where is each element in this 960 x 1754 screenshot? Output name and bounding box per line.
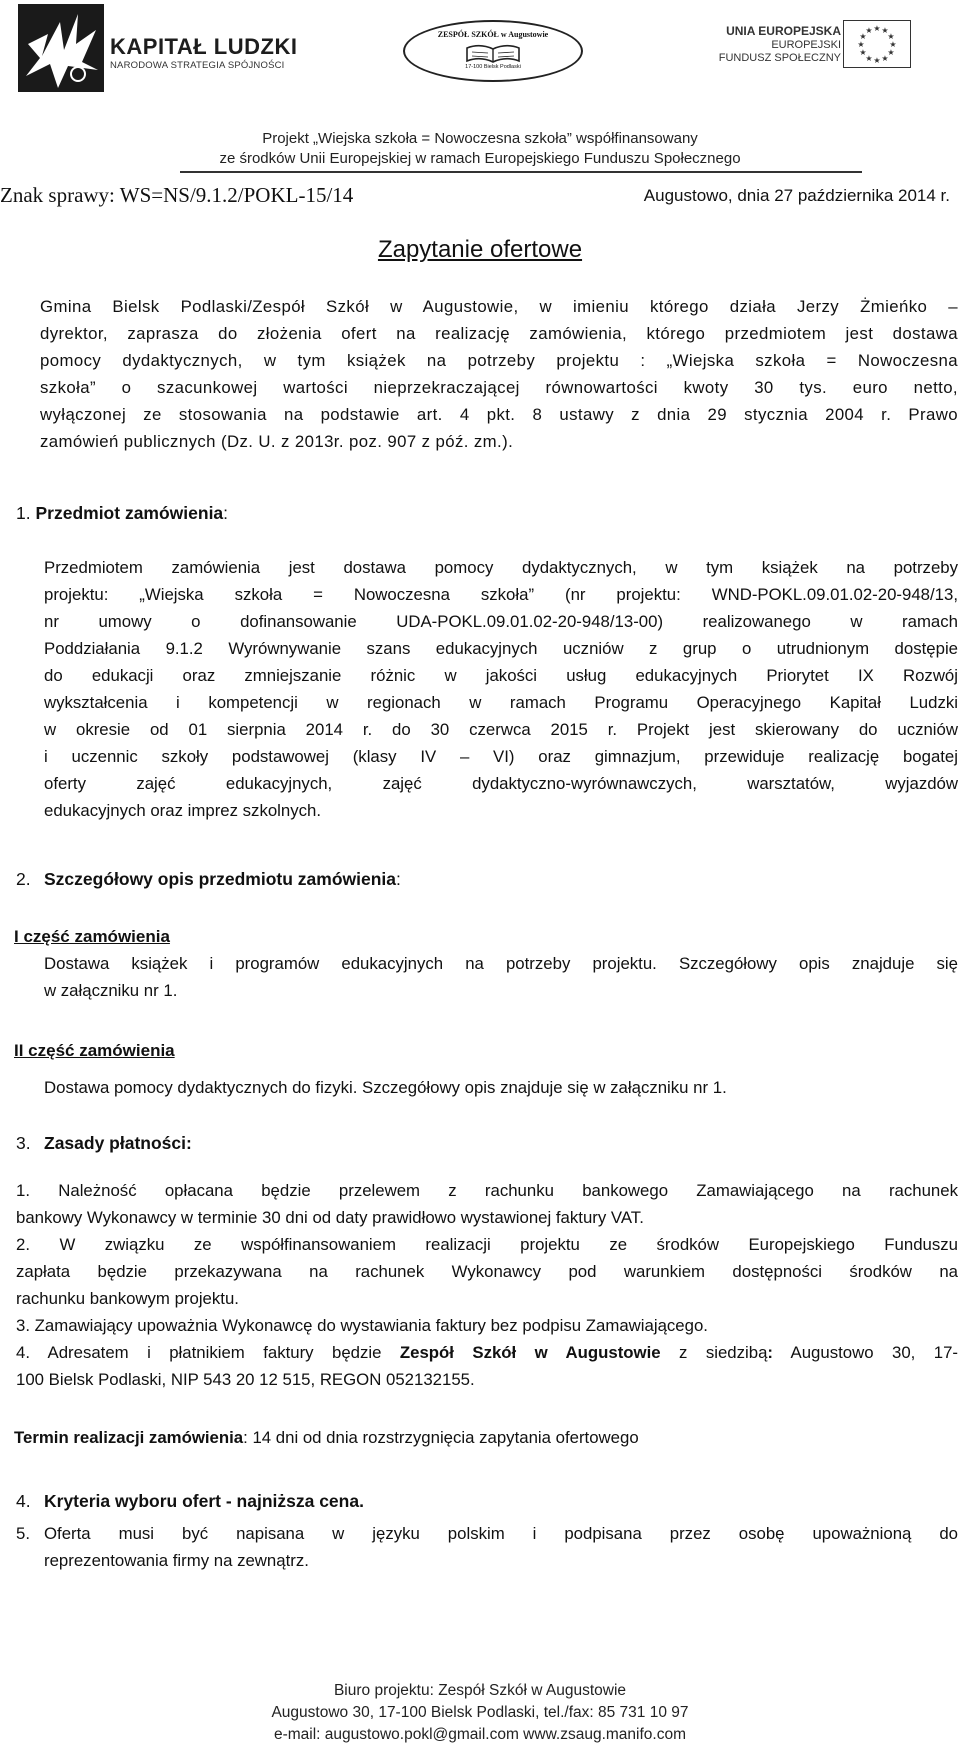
project-line-2: ze środków Unii Europejskiej w ramach Europejskiego Funduszu Społecznego [219, 150, 741, 167]
payment-1-line: bankowy Wykonawcy w terminie 30 dni od daty prawidłowo wystawionej faktury VAT. [16, 1208, 644, 1227]
case-number: Znak sprawy: WS=NS/9.1.2/POKL-15/14 [0, 183, 354, 207]
deadline-line [14, 1424, 639, 1451]
payment-4-prefix: 4. Adresatem i płatnikiem faktury będzie [16, 1343, 382, 1362]
section-2-heading [16, 869, 401, 890]
section-1-line: nr umowy o dofinansowanie UDA-POKL.09.01.02-20-948/13-00) realizowanego w ramach [44, 612, 958, 631]
part-1-title [14, 927, 170, 947]
seal-address: 17-100 Bielsk Podlaski [465, 64, 521, 70]
section-5-line-1: Oferta musi być napisana w języku polskim i podpisana przez osobę upoważnioną do [44, 1524, 958, 1543]
footer-line-3: e-mail: augustowo.pokl@gmail.com www.zsaug.manifo.com [273, 1726, 686, 1743]
section-5 [16, 1520, 958, 1574]
payment-2-line: rachunku bankowym projektu. [16, 1289, 239, 1308]
section-5-number: 5. [16, 1524, 30, 1543]
svg-text:★: ★ [859, 32, 867, 41]
document-date: Augustowo, dnia 27 października 2014 r. [643, 186, 950, 205]
intro-line: pomocy dydaktycznych, w tym książek na potrzeby projektu : „Wiejska szkoła = Nowoczesna [40, 351, 958, 370]
eu-line-1: UNIA EUROPEJSKA [726, 24, 841, 38]
svg-text:★: ★ [881, 54, 889, 63]
payment-4-colon: : [767, 1343, 774, 1362]
eu-line-2: EUROPEJSKI [771, 39, 841, 51]
section-1-title: Przedmiot zamówienia [35, 503, 224, 523]
part-1-line: Dostawa książek i programów edukacyjnych na potrzeby projektu. Szczegółowy opis znajduje się [44, 954, 958, 973]
section-1-line: do edukacji oraz zmniejszanie różnic w jakości usług edukacyjnych Priorytet IX Rozwój [44, 666, 958, 685]
section-3-number: 3. [16, 1133, 31, 1153]
payment-point-2 [16, 1231, 958, 1312]
section-4-number: 4. [16, 1491, 31, 1511]
kl-logo-title: KAPITAŁ LUDZKI [110, 34, 298, 59]
part-2-title-text: II część zamówienia [14, 1041, 175, 1060]
part-1-title-text: I część zamówienia [14, 927, 170, 946]
svg-text:★: ★ [873, 24, 881, 33]
svg-text:★: ★ [889, 40, 897, 49]
section-1-colon: : [223, 503, 229, 523]
footer [230, 1680, 730, 1746]
intro-paragraph [40, 293, 958, 455]
section-2-title: Szczegółowy opis przedmiotu zamówienia [44, 869, 396, 889]
footer-line-2: Augustowo 30, 17-100 Bielsk Podlaski, tel./fax: 85 731 10 97 [271, 1704, 689, 1721]
seal-school-name: ZESPÓŁ SZKÓŁ w Augustowie [437, 30, 549, 39]
section-1-line: Przedmiotem zamówienia jest dostawa pomocy dydaktycznych, w tym książek na potrzeby [44, 558, 958, 577]
section-1-body [44, 554, 958, 824]
section-1-line: oferty zajęć edukacyjnych, zajęć dydaktyczno-wyrównawczych, warsztatów, wyjazdów [44, 774, 958, 793]
section-1-line: projektu: „Wiejska szkoła = Nowoczesna szkoła” (nr projektu: WND-POKL.09.01.02-20-948/13, [44, 585, 958, 604]
part-1-line: w załączniku nr 1. [44, 981, 178, 1000]
project-line-1: Projekt „Wiejska szkoła = Nowoczesna szkoła” współfinansowany [262, 130, 698, 147]
deadline-label: Termin realizacji zamówienia [14, 1428, 244, 1447]
eu-flag-icon [843, 20, 911, 68]
payment-4-line-2: 100 Bielsk Podlaski, NIP 543 20 12 515, REGON 052132155. [16, 1370, 475, 1389]
intro-line: wyłączonej ze stosowania na podstawie art. 4 pkt. 8 ustawy z dnia 29 stycznia 2004 r. Prawo [40, 405, 958, 424]
payment-2-line: zapłata będzie przekazywana na rachunek Wykonawcy pod warunkiem dostępności środków na [16, 1262, 958, 1281]
eu-logo-text [685, 24, 841, 65]
intro-line: dyrektor, zaprasza do złożenia ofert na realizację zamówienia, którego przedmiotem jest dostawa [40, 324, 958, 343]
kl-logo-subtitle: NARODOWA STRATEGIA SPÓJNOŚCI [110, 60, 285, 71]
svg-text:★: ★ [887, 48, 895, 57]
section-1-line: i uczennic szkoły podstawowej (klasy IV – VI) oraz gimnazjum, przewiduje realizację bogatej [44, 747, 958, 766]
kapital-ludzki-logo [18, 4, 308, 92]
section-1-number: 1. [16, 503, 31, 523]
payment-2-line: 2. W związku ze współfinansowaniem realizacji projektu ze środków Europejskiego Funduszu [16, 1235, 958, 1254]
intro-line: zamówień publicznych (Dz. U. z 2013r. poz. 907 z póź. zm.). [40, 432, 514, 451]
section-1-line: edukacyjnych oraz imprez szkolnych. [44, 801, 322, 820]
payment-point-3: 3. Zamawiający upoważnia Wykonawcę do wystawiania faktury bez podpisu Zamawiającego. [16, 1316, 708, 1335]
section-4-text: Kryteria wyboru ofert - najniższa cena. [44, 1491, 364, 1511]
eu-line-3: FUNDUSZ SPOŁECZNY [718, 52, 841, 64]
project-banner [120, 129, 840, 169]
section-1-line: wykształcenia i kompetencji w regionach w ramach Programu Operacyjnego Kapitał Ludzki [44, 693, 958, 712]
section-1-heading [16, 503, 228, 524]
section-3-heading [16, 1133, 192, 1154]
part-2-title [14, 1041, 175, 1061]
footer-line-1: Biuro projektu: Zespół Szkół w Augustowie [333, 1682, 627, 1699]
document-title: Zapytanie ofertowe [377, 236, 583, 263]
section-4 [16, 1491, 364, 1512]
svg-text:★: ★ [887, 32, 895, 41]
section-1-line: Poddziałania 9.1.2 Wyrównywanie szans edukacyjnych uczniów z grup o utrudnionym dostępie [44, 639, 958, 658]
intro-line: szkoła” o szacunkowej wartości nieprzekraczającej równowartości kwoty 30 tys. euro netto, [40, 378, 958, 397]
school-seal-logo [403, 20, 583, 82]
svg-text:★: ★ [865, 26, 873, 35]
payment-1-line: 1. Należność opłacana będzie przelewem z rachunku bankowego Zamawiającego na rachunek [16, 1181, 958, 1200]
payment-point-1 [16, 1177, 958, 1231]
payment-4-school-name: Zespół Szkół w Augustowie [399, 1343, 661, 1362]
svg-text:★: ★ [857, 40, 865, 49]
part-2-body: Dostawa pomocy dydaktycznych do fizyki. Szczegółowy opis znajduje się w załączniku nr 1. [44, 1078, 727, 1097]
section-2-number: 2. [16, 869, 31, 889]
deadline-text: : 14 dni od dnia rozstrzygnięcia zapytania ofertowego [243, 1428, 639, 1447]
kapital-ludzki-emblem-icon [18, 4, 104, 92]
payment-4-address: Augustowo 30, 17- [790, 1343, 958, 1362]
intro-line: Gmina Bielsk Podlaski/Zespół Szkół w Augustowie, w imieniu którego działa Jerzy Żmieńko – [40, 297, 958, 316]
payment-point-4 [16, 1339, 958, 1393]
svg-text:★: ★ [865, 54, 873, 63]
section-5-line-2: reprezentowania firmy na zewnątrz. [44, 1551, 309, 1570]
svg-text:★: ★ [881, 26, 889, 35]
section-2-colon: : [396, 869, 401, 889]
section-1-line: w okresie od 01 sierpnia 2014 r. do 30 czerwca 2015 r. Projekt jest skierowany do uczniów [44, 720, 958, 739]
open-book-icon [463, 42, 523, 64]
payment-4-mid: z siedzibą [679, 1343, 768, 1362]
svg-text:★: ★ [873, 56, 881, 65]
header-divider [180, 171, 862, 173]
section-3-title: Zasady płatności: [44, 1133, 192, 1153]
svg-text:★: ★ [859, 48, 867, 57]
header-logos [0, 0, 960, 118]
part-1-body [44, 950, 958, 1004]
